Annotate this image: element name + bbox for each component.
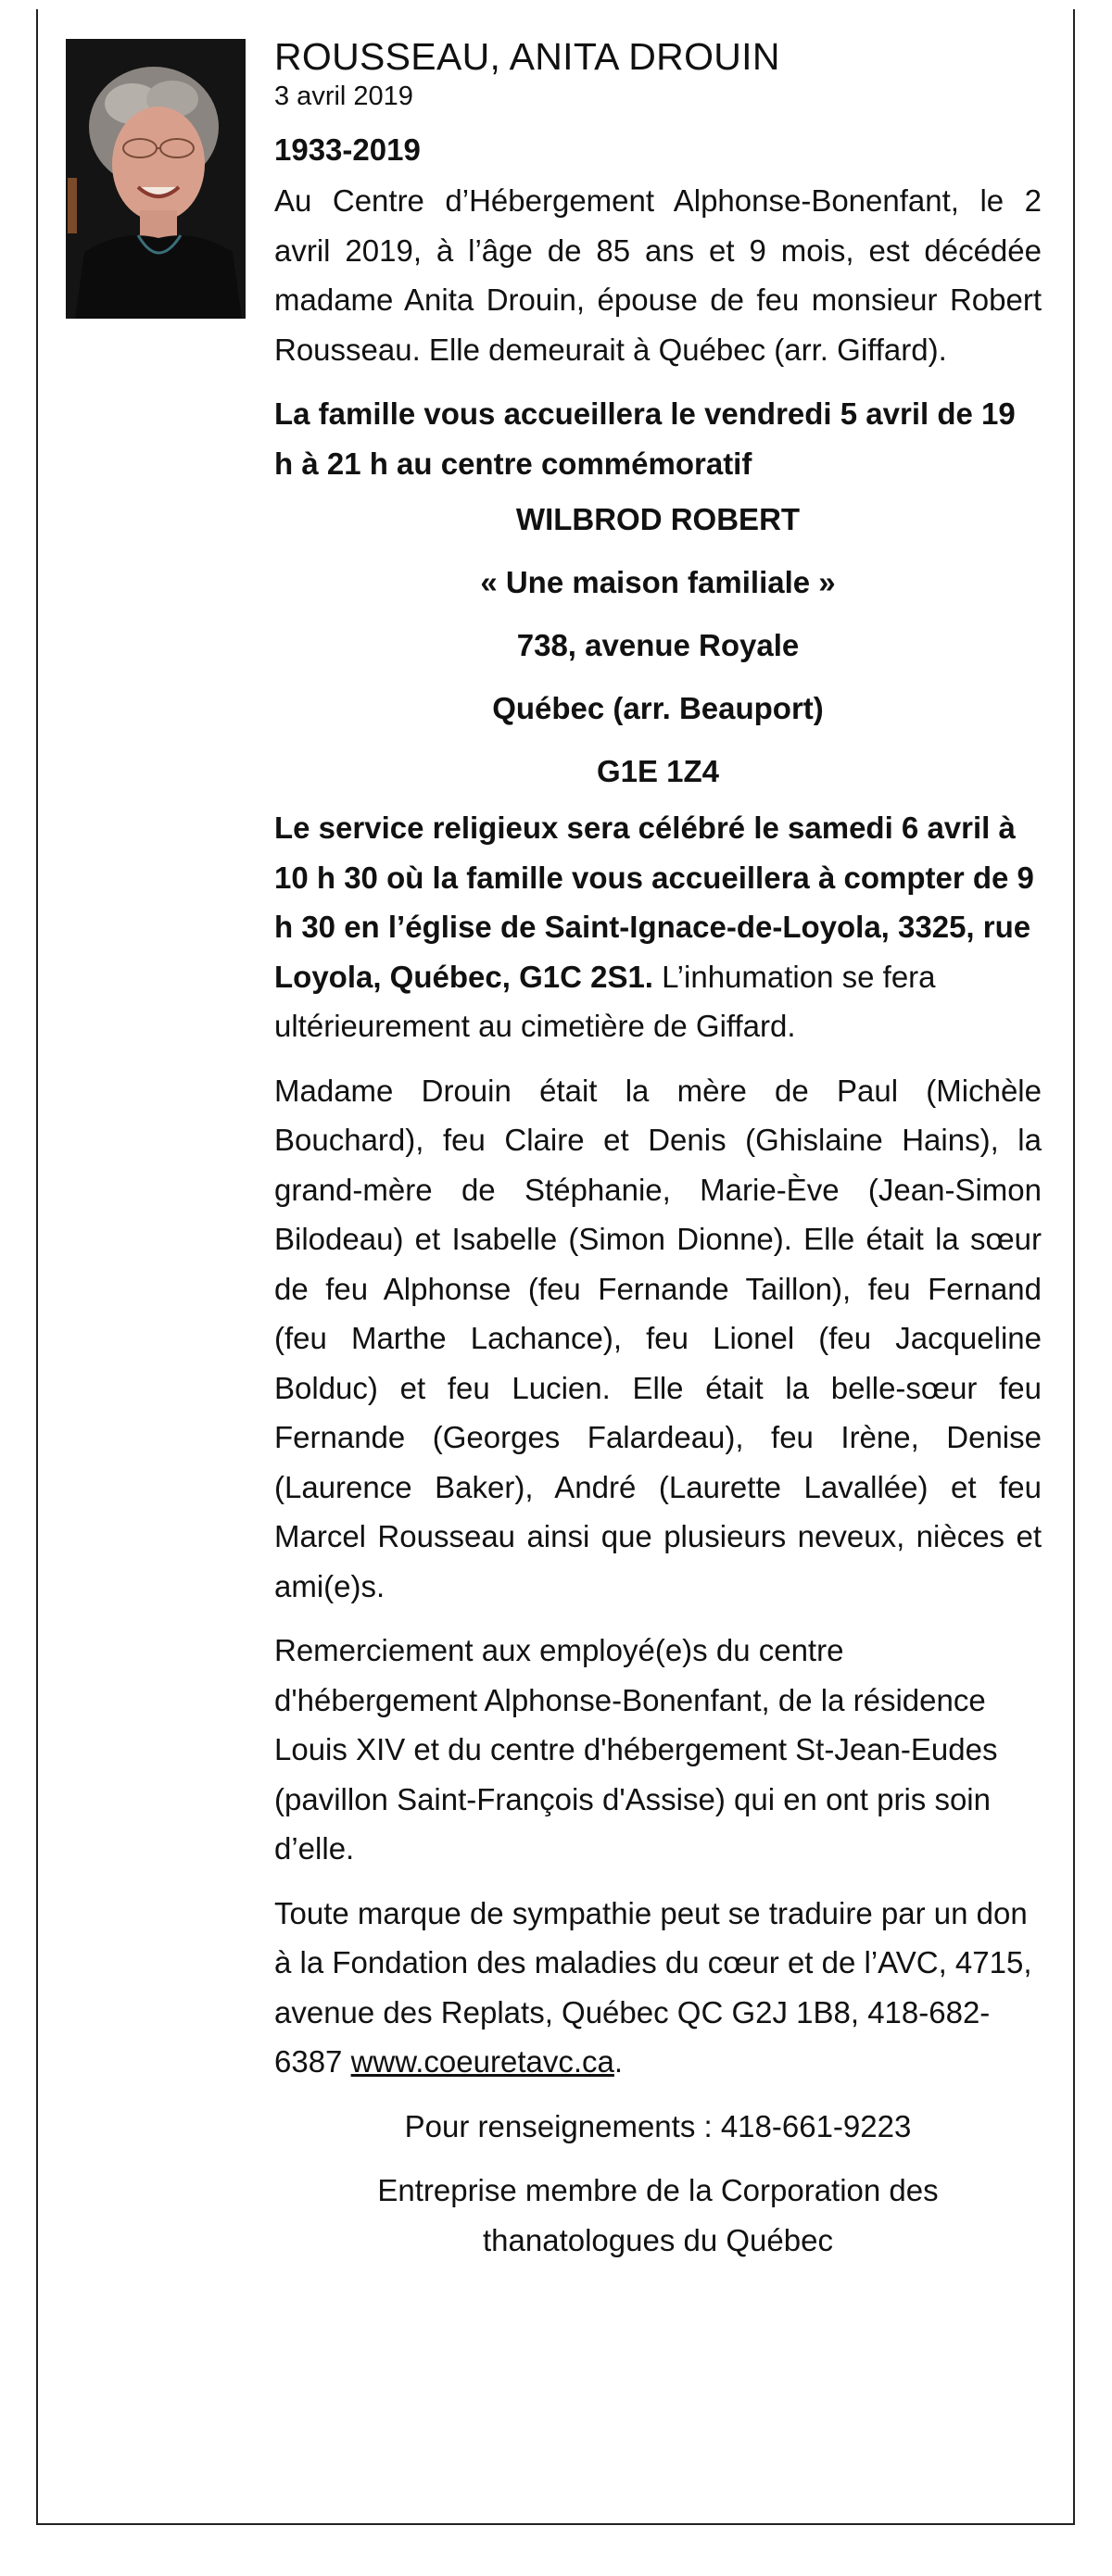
published-date: 3 avril 2019 [274, 82, 413, 111]
deceased-name: ROUSSEAU, ANITA DROUIN [274, 35, 780, 78]
funeral-home-city: Québec (arr. Beauport) [492, 691, 824, 725]
donation-link[interactable]: www.coeuretavc.ca [350, 2044, 614, 2079]
donation-paragraph [274, 1889, 1042, 2087]
funeral-home-street: 738, avenue Royale [516, 628, 800, 662]
obituary-content [274, 31, 1042, 2265]
family-paragraph: Madame Drouin était la mère de Paul (Michèle Bouchard), feu Claire et Denis (Ghislaine Hains), la grand-mère de Stéphanie, Marie-Ève (Jean-Simon Bilodeau) et Isabelle (Simon Dionne). Elle était la sœur de feu Alphonse (feu Fernande Taillon), feu Fernand (feu Marthe Lachance), feu Lionel (feu Jacqueline Bolduc) et feu Lucien. Elle était la belle-sœur feu Fernande (Georges Falardeau), feu Irène, Denise (Laurence Baker), André (Laurette Lavallée) et feu Marcel Rousseau ainsi que plusieurs neveux, nièces et ami(e)s. [274, 1073, 1042, 1603]
donation-end: . [613, 2044, 624, 2079]
death-notice-paragraph: Au Centre d’Hébergement Alphonse-Bonenfant, le 2 avril 2019, à l’âge de 85 ans et 9 mois, est décédée madame Anita Drouin, épouse de feu monsieur Robert Rousseau. Elle demeurait à Québec (arr. Giffard). [274, 183, 1042, 367]
thanks-paragraph: Remerciement aux employé(e)s du centre d'hébergement Alphonse-Bonenfant, de la résidence Louis XIV et du centre d'hébergement St-Jean-Eudes (pavillon Saint-François d'Assise) qui en ont pris soin d’elle. [274, 1633, 998, 1866]
visitation-paragraph: La famille vous accueillera le vendredi 5 avril de 19 h à 21 h au centre commémoratif [274, 396, 1016, 481]
portrait-image [66, 39, 246, 319]
funeral-home-slogan: « Une maison familiale » [480, 565, 836, 599]
donation-text: Toute marque de sympathie peut se traduire par un don à la Fondation des maladies du cœur et de l’AVC, 4715, avenue des Replats, Québec QC G2J 1B8, 418-682-6387 [274, 1895, 1032, 2079]
info-phone: Pour renseignements : 418-661-9223 [404, 2108, 912, 2143]
funeral-home-postal-code: G1E 1Z4 [596, 754, 720, 788]
burial-note: L’inhumation se fera ultérieurement au cimetière de Giffard. [274, 959, 936, 1043]
portrait-photo [66, 39, 246, 319]
member-statement: Entreprise membre de la Corporation des thanatologues du Québec [377, 2173, 939, 2257]
service-paragraph [274, 803, 1042, 1051]
life-years: 1933-2019 [274, 132, 421, 167]
funeral-home-name: WILBROD ROBERT [515, 502, 801, 536]
service-details: Le service religieux sera célébré le samedi 6 avril à 10 h 30 où la famille vous accueillera à compter de 9 h 30 en l’église de Saint-Ignace-de-Loyola, 3325, rue Loyola, Québec, G1C 2S1. [274, 810, 1034, 994]
